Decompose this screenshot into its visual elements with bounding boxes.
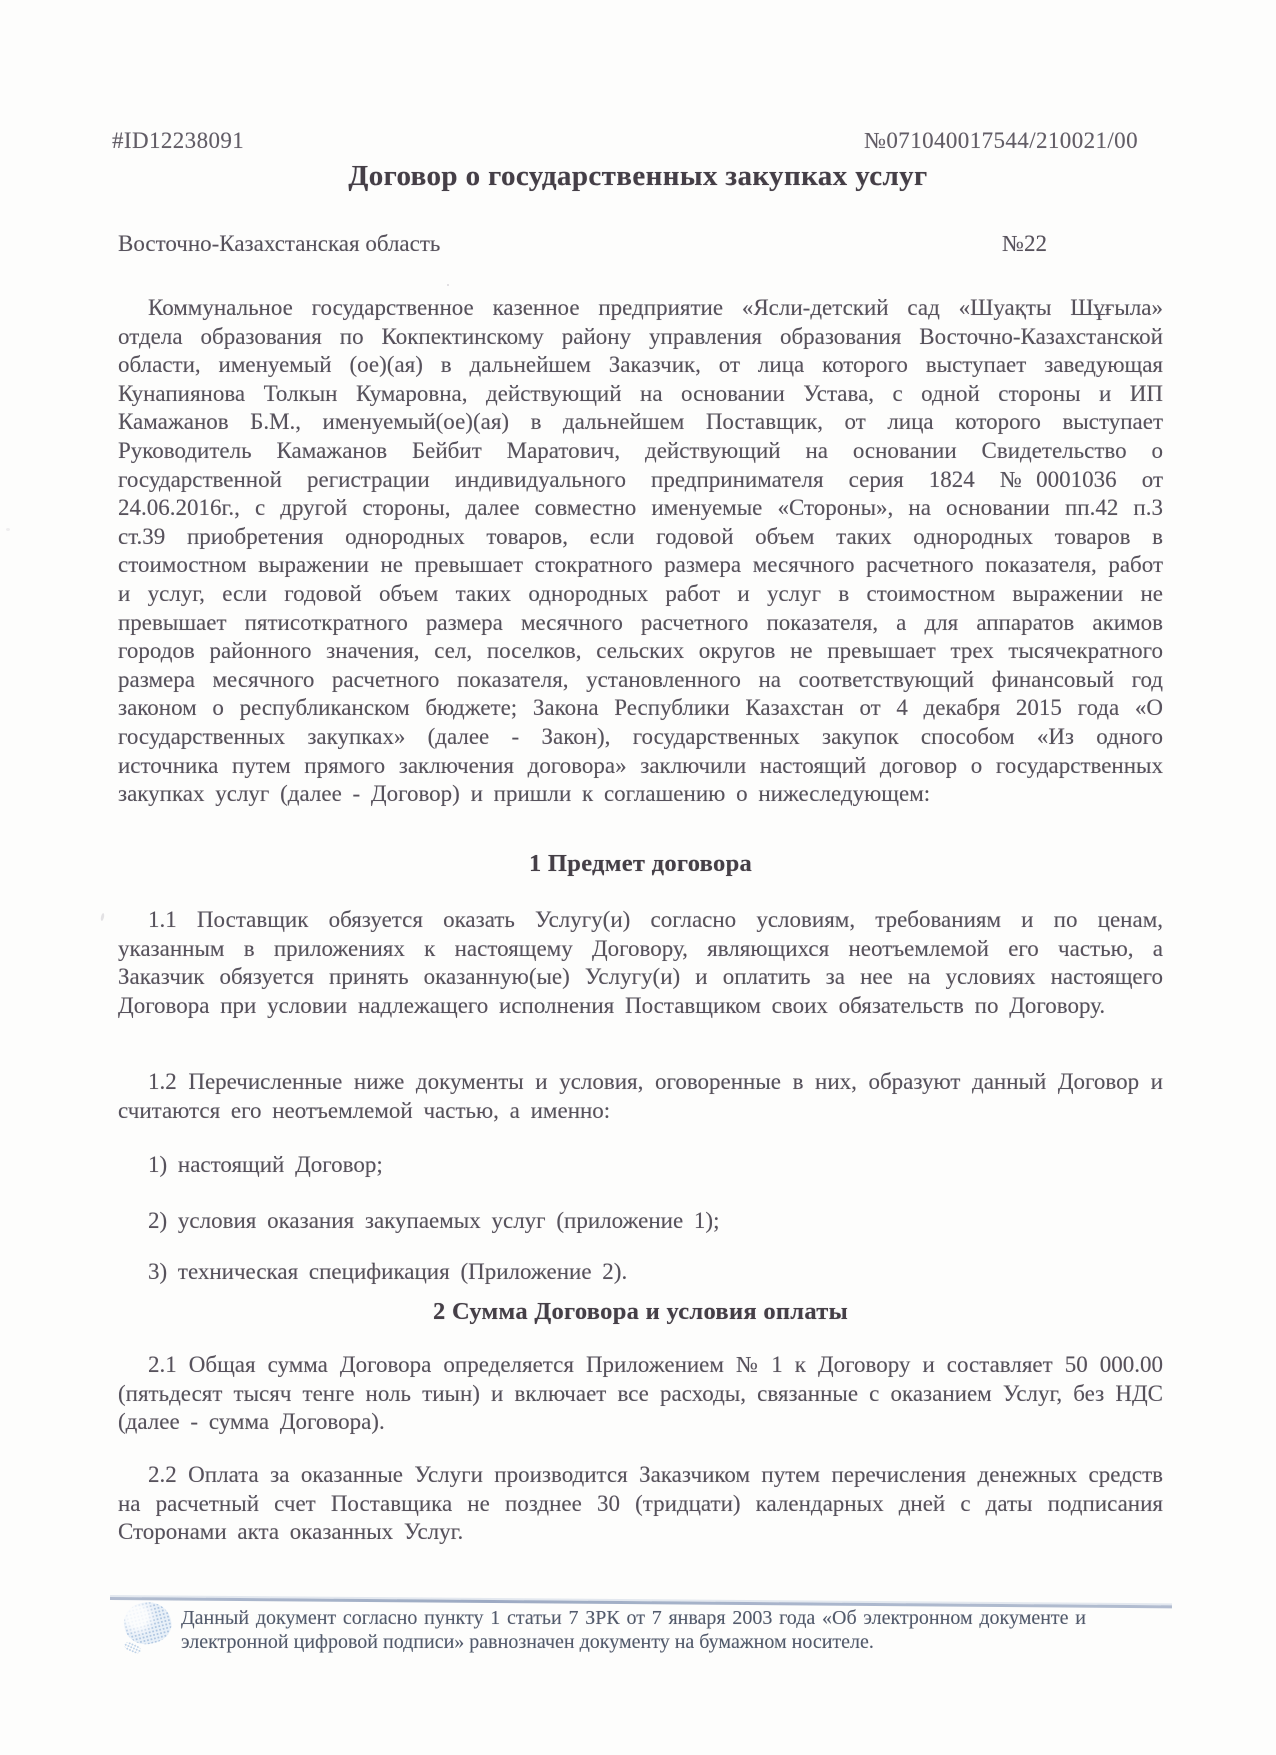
list-item-3: 3) техническая спецификация (Приложение 2).: [148, 1259, 628, 1284]
section-1-heading: 1 Предмет договора: [528, 850, 753, 877]
region-label: Восточно-Казахстанская область: [118, 231, 441, 256]
intro-paragraph: Коммунальное государственное казенное предприятие «Ясли-детский сад «Шуақты Шұғыла» отдела образования по Кокпектинскому району управления образования Восточно-Казахстанской области, именуемый (ое)(ая) в дальнейшем Заказчик, от лица которого выступает заведующая Кунапиянова Толкын Кумаровна, действующий на основании Устава, с одной стороны и ИП Камажанов Б.М., именуемый(ое)(ая) в дальнейшем Поставщик, от лица которого выступает Руководитель Камажанов Бейбит Маратович, действующий на основании Свидетельство о государственной регистрации индивидуального предпринимателя серия 1824 №0001036 от 24.06.2016г., с другой стороны, далее совместно именуемые «Стороны», на основании пп.42 п.3 ст.39 приобретения однородных товаров, если годовой объем таких однородных товаров в стоимостном выражении не превышает стократного размера месячного расчетного показателя, работ и услуг, если годовой объем таких однородных работ и услуг в стоимостном выражении не превышает пятисоткратного размера месячного расчетного показателя, а для аппаратов акимов городов районного значения, сел, поселков, сельских округов не превышает трех тысячекратного размера месячного расчетного показателя, установленного на соответствующий финансовый год законом о республиканском бюджете; Закона Республики Казахстан от 4 декабря 2015 года «О государственных закупках» (далее - Закон), государственных закупок способом «Из одного источника путем прямого заключения договора» заключили настоящий договор о государственных закупках услуг (далее - Договор) и пришли к соглашению о нижеследующем:: [118, 295, 1163, 807]
scan-speck: [100, 913, 105, 921]
scan-speck: [447, 284, 449, 286]
esign-stamp-icon: [120, 1597, 176, 1649]
region-row: [118, 231, 1164, 257]
clause-2-2: 2.2 Оплата за оказанные Услуги производится Заказчиком путем перечисления денежных средств на расчетный счет Поставщика не позднее 30 (тридцати) календарных дней с даты подписания Сторонами акта оказанных Услуг.: [118, 1462, 1163, 1545]
doc-number: №071040017544/210021/00: [864, 128, 1138, 153]
doc-id: #ID12238091: [112, 128, 245, 153]
header-meta-row: [112, 128, 1164, 154]
list-item-1: 1) настоящий Договор;: [148, 1152, 383, 1177]
contract-number: №22: [1002, 231, 1047, 256]
list-item-2: 2) условия оказания закупаемых услуг (приложение 1);: [148, 1208, 720, 1233]
doc-title: Договор о государственных закупках услуг: [348, 160, 928, 192]
clause-1-1: 1.1 Поставщик обязуется оказать Услугу(и) согласно условиям, требованиям и по ценам, указанным в приложениях к настоящему Договору, являющихся неотъемлемой его частью, а Заказчик обязуется принять оказанную(ые) Услугу(и) и оплатить за нее на условиях настоящего Договора при условии надлежащего исполнения Поставщиком своих обязательств по Договору.: [118, 907, 1163, 1018]
scan-speck: [6, 528, 10, 531]
section-2-heading: 2 Сумма Договора и условия оплаты: [432, 1298, 849, 1325]
clause-1-2: 1.2 Перечисленные ниже документы и условия, оговоренные в них, образуют данный Договор и считаются его неотъемлемой частью, а именно:: [118, 1069, 1163, 1123]
footer-note: Данный документ согласно пункту 1 статьи 7 ЗРК от 7 января 2003 года «Об электронном документе и электронной цифровой подписи» равнозначен документу на бумажном носителе.: [181, 1607, 1086, 1653]
clause-2-1: 2.1 Общая сумма Договора определяется Приложением № 1 к Договору и составляет 50 000.00 (пятьдесят тысяч тенге ноль тиын) и включает все расходы, связанные с оказанием Услуг, без НДС (далее - сумма Договора).: [118, 1352, 1163, 1435]
